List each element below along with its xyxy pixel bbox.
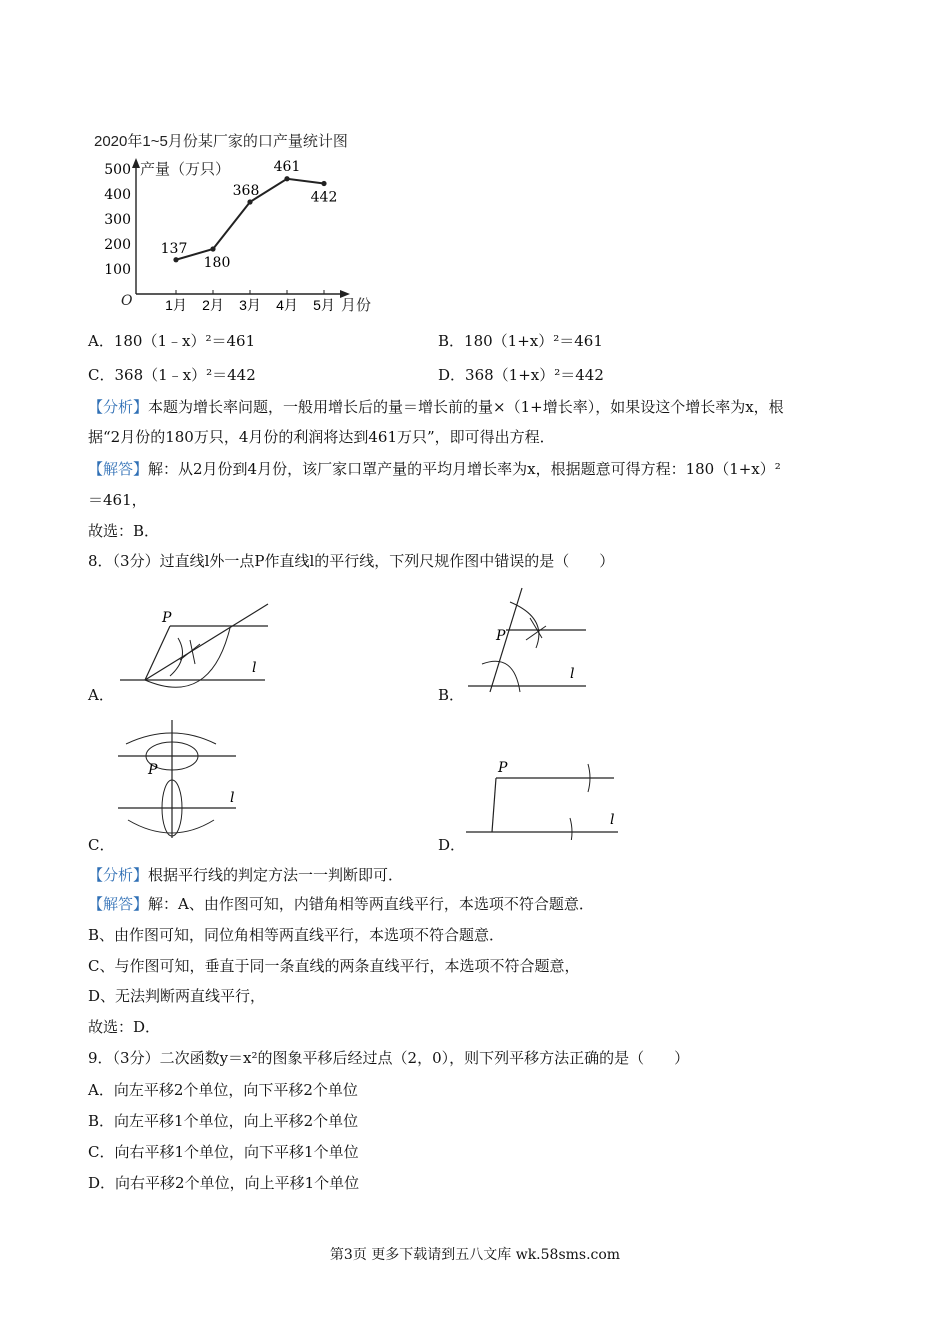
q8-answer-line-1 [88, 893, 594, 915]
fig-a-l-label: l [252, 660, 257, 676]
q7-choice: 故选：B． [88, 522, 160, 540]
q7-option-d: D．368（1+x）²＝442 [438, 366, 604, 384]
q8-figure-c [112, 716, 252, 842]
q8-answer-line-2: B、由作图可知，同位角相等两直线平行，本选项不符合题意． [88, 926, 505, 944]
q7-option-a: A．180（1﹣x）²＝461 [88, 332, 256, 350]
y-axis-label: 产量（万只） [140, 161, 231, 178]
fig-c-p-label: P [148, 762, 158, 778]
fig-b-l-label: l [570, 666, 575, 682]
data-label: 137 [160, 240, 188, 257]
q8-answer-line-3: C、与作图可知，垂直于同一条直线的两条直线平行，本选项不符合题意， [88, 957, 580, 975]
q7-answer-line-2: ＝461， [88, 491, 147, 509]
q8-answer-text: 解：A、由作图可知，内错角相等两直线平行，本选项不符合题意． [148, 895, 594, 913]
q8-choice: 故选：D． [88, 1018, 161, 1036]
q7-analysis-line-2: 据“2月份的180万只，4月份的利润将达到461万只”，即可得出方程． [88, 428, 555, 446]
fig-d-l-label: l [610, 812, 615, 828]
x-tick-label: 3月 [239, 297, 261, 313]
origin-label: O [121, 293, 133, 309]
data-point [173, 257, 178, 262]
x-axis-label: 月份 [341, 297, 372, 314]
y-tick-label: 500 [104, 162, 131, 178]
q9-option-d: D．向右平移2个单位，向上平移1个单位 [88, 1174, 360, 1192]
q7-answer-text: 解：从2月份到4月份，该厂家口罩产量的平均月增长率为x，根据题意可得方程：180（1+x）² [148, 460, 781, 478]
data-label: 368 [232, 183, 260, 199]
y-tick-label: 400 [104, 187, 131, 203]
answer-tag: 【解答】 [88, 460, 149, 478]
answer-tag: 【解答】 [88, 895, 149, 913]
line-chart [88, 122, 388, 322]
x-tick-label: 4月 [276, 297, 298, 313]
q8-label-b: B． [438, 686, 465, 704]
q9-option-a: A．向左平移2个单位，向下平移2个单位 [88, 1081, 358, 1099]
q7-answer-line-1 [88, 458, 781, 480]
q8-figure-d [462, 756, 632, 840]
data-point [321, 181, 326, 186]
chart-title: 2020年1~5月份某厂家的口产量统计图 [94, 133, 348, 150]
x-tick-label: 5月 [313, 297, 335, 313]
fig-b-p-label: P [496, 628, 506, 644]
q8-figure-a [110, 588, 280, 698]
q8-label-c: C． [88, 836, 115, 854]
fig-c-l-label: l [230, 790, 235, 806]
q7-option-c: C．368（1﹣x）²＝442 [88, 366, 256, 384]
data-label: 442 [310, 189, 338, 206]
y-tick-label: 100 [104, 262, 131, 278]
data-point [247, 199, 252, 204]
q8-analysis [88, 864, 403, 886]
analysis-tag: 【分析】 [88, 398, 149, 416]
data-point [210, 246, 215, 251]
y-tick-label: 200 [104, 237, 131, 253]
data-point [284, 176, 289, 181]
data-label: 461 [273, 158, 301, 175]
q7-option-b: B．180（1+x）²＝461 [438, 332, 603, 350]
q8-label-d: D． [438, 836, 466, 854]
x-tick-label: 2月 [202, 297, 224, 313]
analysis-tag: 【分析】 [88, 866, 149, 884]
q9-option-c: C．向右平移1个单位，向下平移1个单位 [88, 1143, 359, 1161]
data-label: 180 [203, 255, 231, 271]
q8-stem: 8．（3分）过直线l外一点P作直线l的平行线，下列尺规作图中错误的是（ ） [88, 552, 615, 570]
y-tick-label: 300 [104, 212, 131, 228]
fig-a-p-label: P [162, 610, 172, 626]
q7-analysis-text: 本题为增长率问题，一般用增长后的量＝增长前的量×（1+增长率），如果设这个增长率为x，根 [148, 398, 784, 416]
q7-analysis-line-1 [88, 396, 784, 418]
q8-label-a: A． [88, 686, 114, 704]
y-axis-arrow [132, 158, 140, 168]
q8-answer-line-4: D、无法判断两直线平行， [88, 987, 266, 1005]
q9-stem: 9．（3分）二次函数y＝x²的图象平移后经过点（2，0），则下列平移方法正确的是（ ） [88, 1049, 690, 1067]
x-tick-label: 1月 [165, 297, 187, 313]
q8-figure-b [462, 582, 592, 694]
fig-d-p-label: P [498, 760, 508, 776]
q9-option-b: B．向左平移1个单位，向上平移2个单位 [88, 1112, 359, 1130]
page-footer: 第3页 更多下载请到五八文库 wk.58sms.com [329, 1247, 621, 1263]
q8-analysis-text: 根据平行线的判定方法一一判断即可． [148, 866, 404, 884]
